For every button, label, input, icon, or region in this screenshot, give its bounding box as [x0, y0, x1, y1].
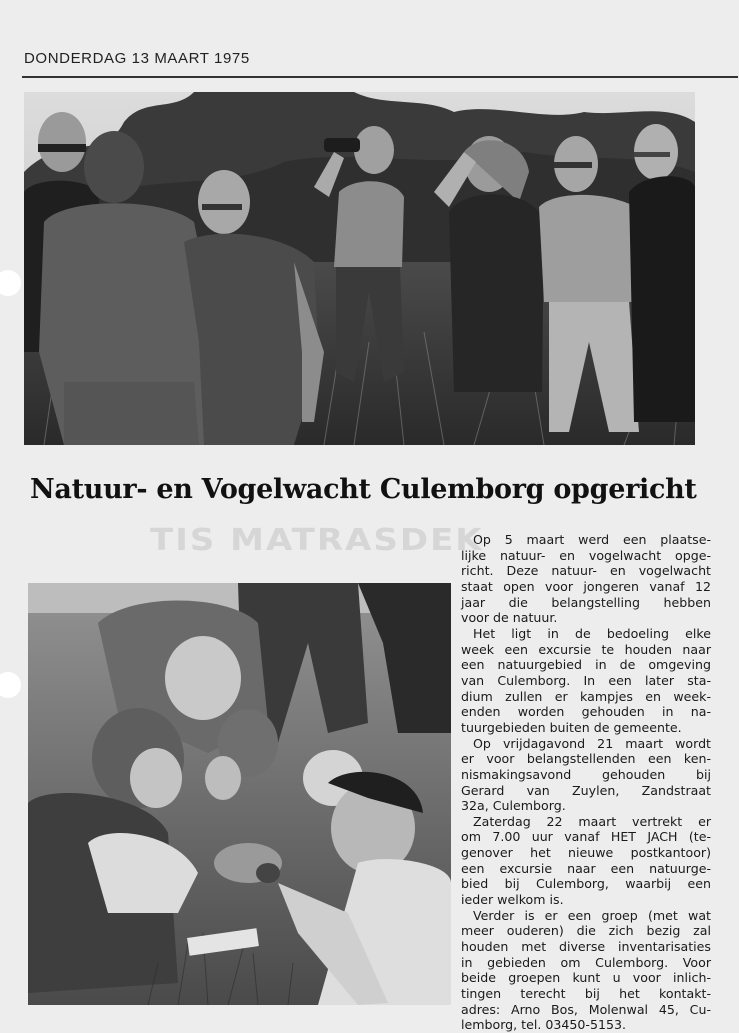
article-paragraph — [461, 814, 711, 908]
bleed-through-text: TIS MATRASDEK — [150, 522, 484, 558]
article-line: week een excursie te houden naar — [461, 641, 711, 657]
article-line: beide groepen kunt u voor inlich- — [461, 970, 711, 986]
dateline: DONDERDAG 13 MAART 1975 — [24, 50, 250, 67]
article-line: bied bij Culemborg, waarbij een — [461, 876, 711, 892]
article-line: jaar die belangstelling hebben — [461, 594, 711, 610]
article-line: lijke natuur- en vogelwacht opge- — [461, 547, 711, 563]
article-line: lemborg, tel. 03450-5153. — [461, 1017, 627, 1033]
article-body — [461, 532, 711, 1033]
punch-hole — [0, 672, 21, 698]
article-line: richt. Deze natuur- en vogelwacht — [461, 563, 711, 579]
article-line: Het ligt in de bedoeling elke — [473, 625, 711, 641]
article-line: tingen terecht bij het kontakt- — [461, 986, 711, 1002]
article-line: houden met diverse inventarisaties — [461, 939, 711, 955]
article-line: Gerard van Zuylen, Zandstraat — [461, 782, 711, 798]
article-line: Verder is er een groep (met wat — [473, 907, 711, 923]
article-paragraph — [461, 532, 711, 626]
photo-group-examining-ground — [28, 583, 451, 1005]
article-line: in gebieden om Culemborg. Voor — [461, 954, 711, 970]
article-paragraph — [461, 736, 711, 814]
article-line: dium zullen er kampjes en week- — [461, 688, 711, 704]
article-line: van Culemborg. In een later sta- — [461, 672, 711, 688]
article-paragraph — [461, 626, 711, 736]
article-line: ieder welkom is. — [461, 892, 564, 908]
punch-hole — [0, 270, 21, 296]
article-line: voor de natuur. — [461, 610, 558, 626]
article-line: Zaterdag 22 maart vertrekt er — [473, 813, 711, 829]
article-line: tuurgebieden buiten de gemeente. — [461, 719, 682, 735]
article-paragraph — [461, 908, 711, 1033]
article-line: adres: Arno Bos, Molenwal 45, Cu- — [461, 1001, 711, 1017]
article-line: genover het nieuwe postkantoor) — [461, 845, 711, 861]
article-line: een excursie naar een natuurge- — [461, 860, 711, 876]
header-rule — [22, 76, 738, 78]
article-line: staat open voor jongeren vanaf 12 — [461, 578, 711, 594]
article-line: nismakingsavond gehouden bij — [461, 766, 711, 782]
article-line: een natuurgebied in de omgeving — [461, 657, 711, 673]
article-line: 32a, Culemborg. — [461, 798, 566, 814]
article-line: Op vrijdagavond 21 maart wordt — [473, 735, 711, 751]
photo-group-with-binoculars — [24, 92, 695, 445]
headline: Natuur- en Vogelwacht Culemborg opgericht — [30, 474, 697, 505]
article-line: Op 5 maart werd een plaatse- — [473, 532, 711, 547]
article-line: om 7.00 uur vanaf HET JACH (te- — [461, 829, 711, 845]
article-line: enden worden gehouden in na- — [461, 704, 711, 720]
article-line: meer ouderen) die zich bezig zal — [461, 923, 711, 939]
article-line: er voor belangstellenden een ken- — [461, 751, 711, 767]
